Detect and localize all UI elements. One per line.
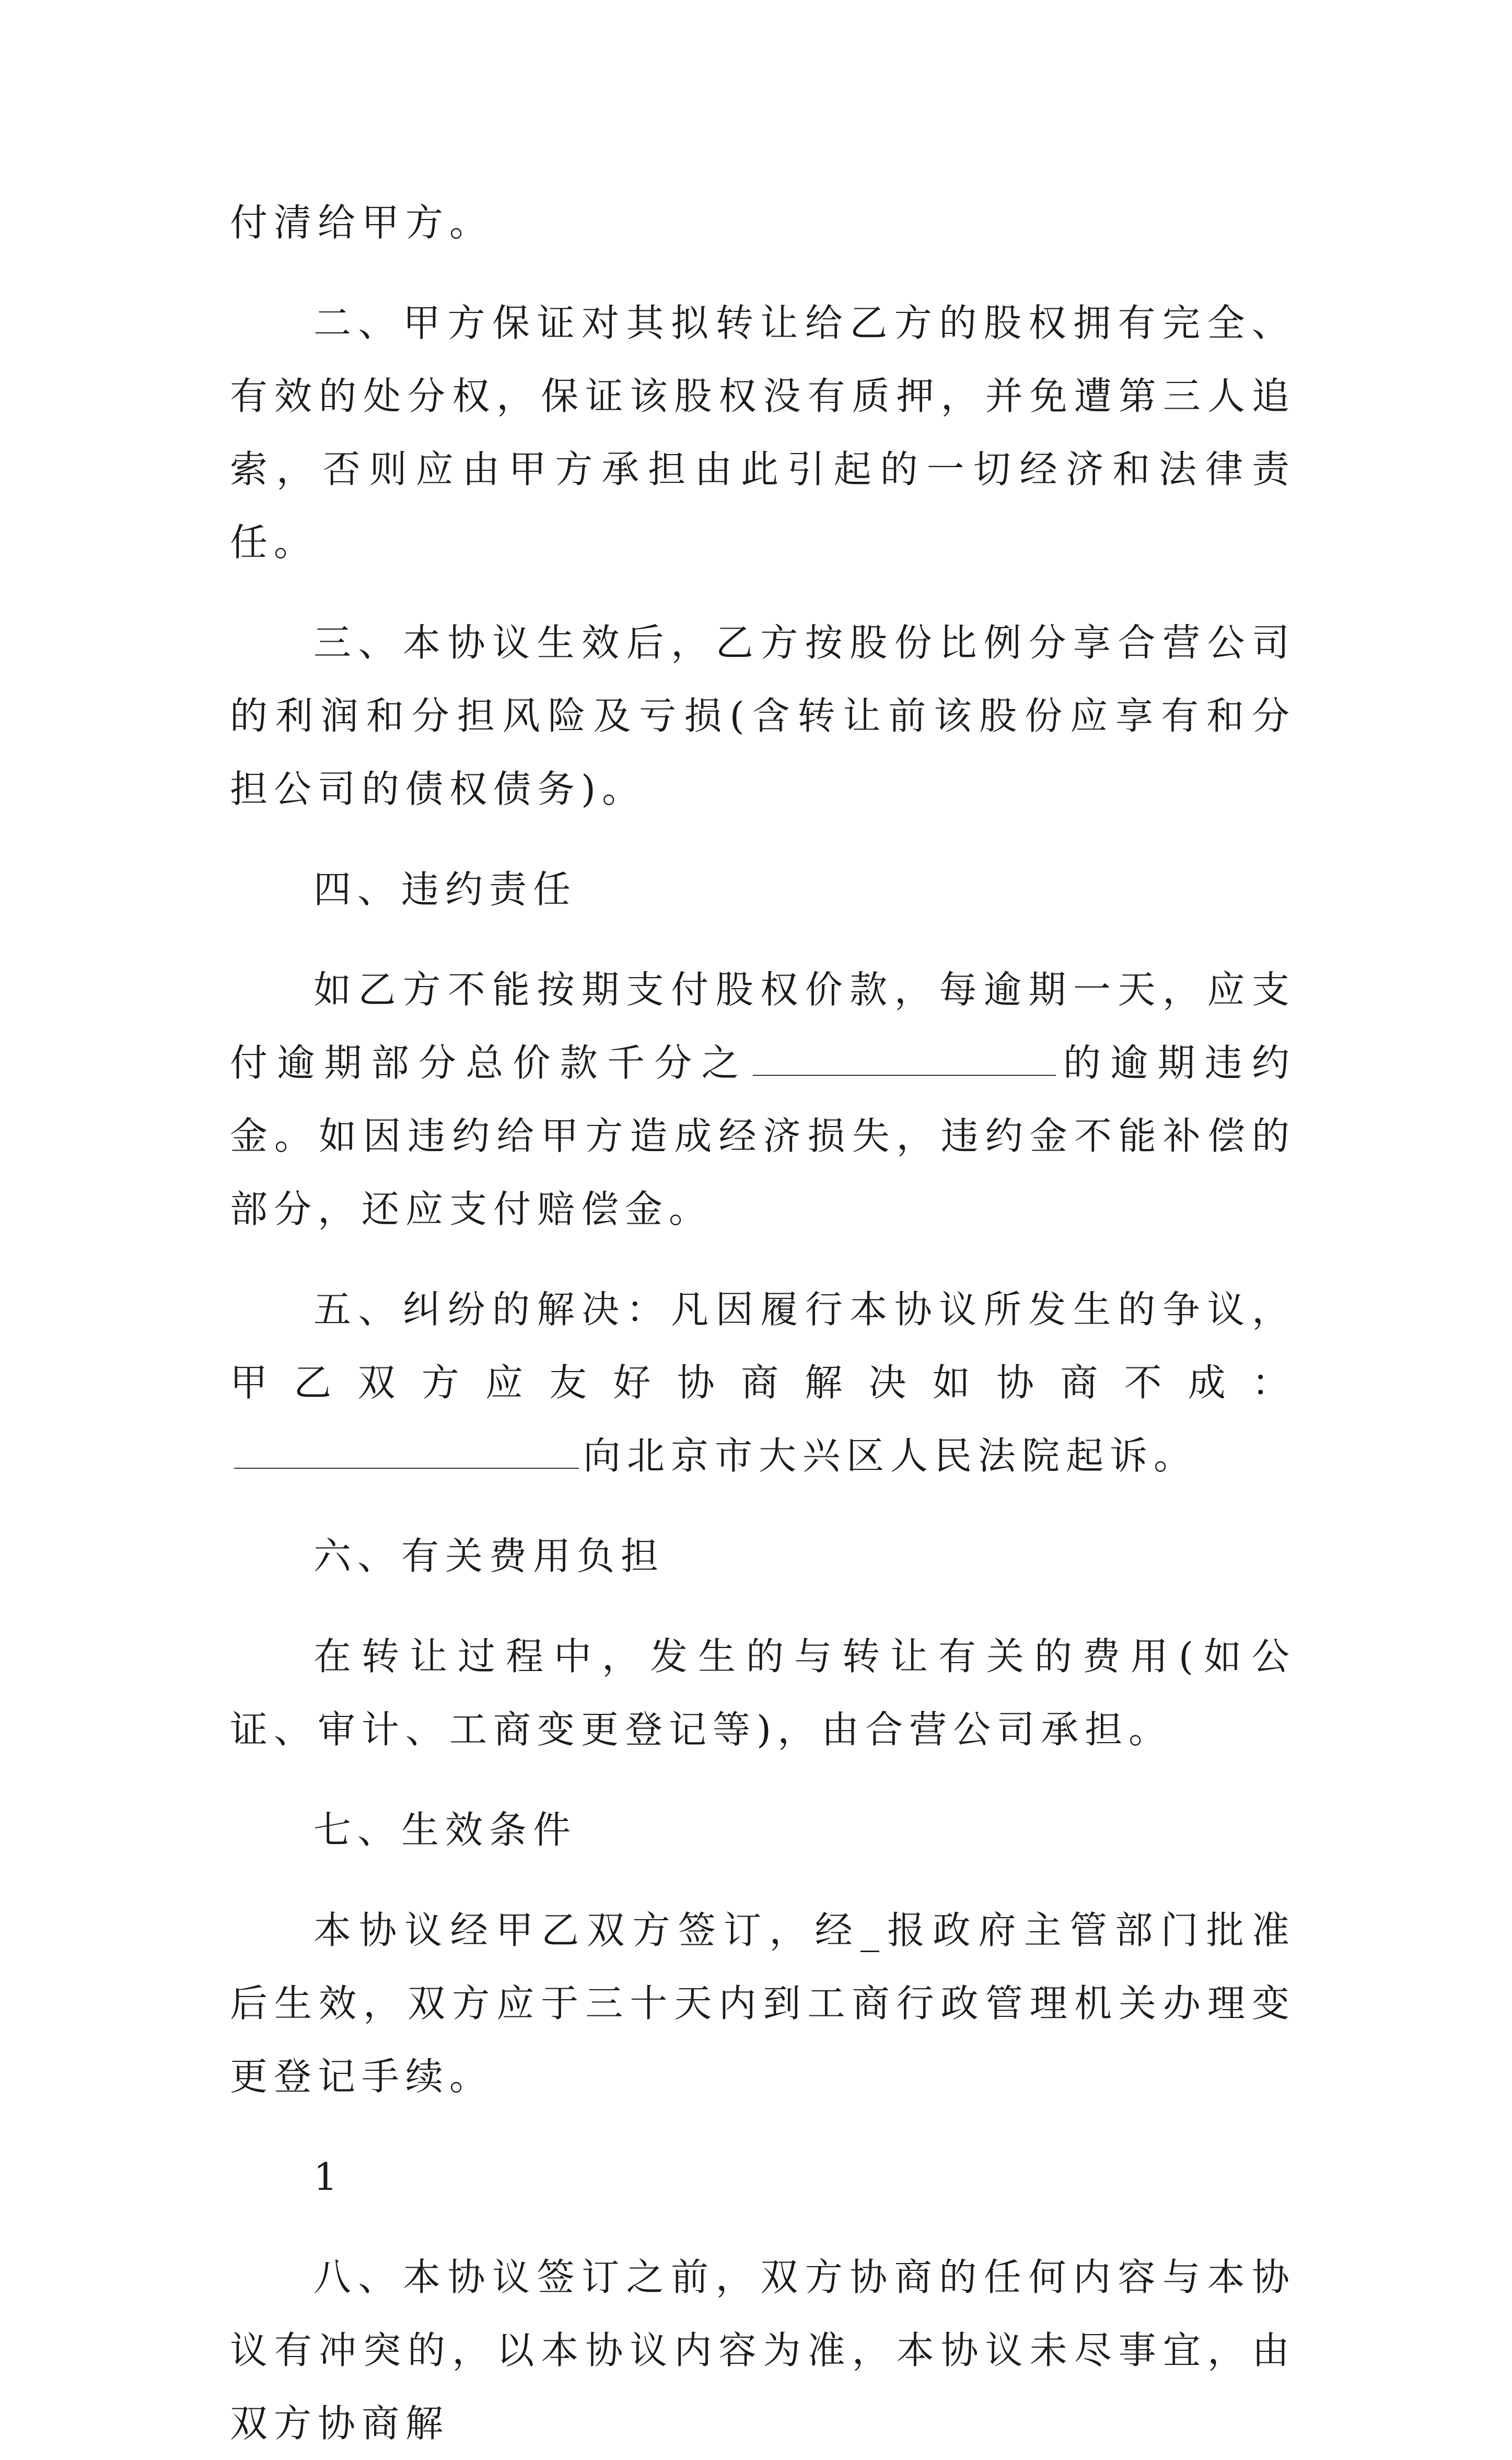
clause-eight: 八、本协议签订之前，双方协商的任何内容与本协议有冲突的，以本协议内容为准，本协议未尽事宜，由双方协商解 (230, 2255, 1296, 2445)
fees-paragraph: 在转让过程中，发生的与转让有关的费用(如公证、审计、工商变更登记等)，由合营公司承担。 (230, 1634, 1296, 1751)
document-body (230, 186, 1296, 2460)
dispute-method-blank[interactable] (234, 1431, 579, 1469)
breach-text-start: 如乙方不能按期支付股权价款，每逾期一天，应支付逾期部分总价款千分之 (230, 968, 1296, 1085)
heading-breach-liability: 四、违约责任 (313, 867, 577, 911)
clause-three: 三、本协议生效后，乙方按股份比例分享合营公司的利润和分担风险及亏损(含转让前该股份应享有和分担公司的债权债务)。 (230, 621, 1296, 811)
breach-text-end: 的逾期违约金。如因违约给甲方造成经济损失，违约金不能补偿的部分，还应支付赔偿金。 (230, 1041, 1296, 1231)
clause-two: 二、甲方保证对其拟转让给乙方的股权拥有完全、有效的处分权，保证该股权没有质押，并免遭第三人追索，否则应由甲方承担由此引起的一切经济和法律责任。 (230, 301, 1296, 564)
paragraph-continuation: 付清给甲方。 (230, 201, 494, 245)
heading-effective-conditions: 七、生效条件 (313, 1808, 577, 1852)
dispute-paragraph (230, 1273, 1296, 1492)
breach-paragraph (230, 953, 1296, 1246)
effective-paragraph: 本协议经甲乙双方签订，经_报政府主管部门批准后生效，双方应于三十天内到工商行政管理机关办理变更登记手续。 (230, 1908, 1296, 2098)
dispute-text-start: 五、纠纷的解决：凡因履行本协议所发生的争议，甲乙双方应友好协商解决如协商不成： (230, 1287, 1296, 1405)
heading-fees: 六、有关费用负担 (313, 1534, 665, 1578)
penalty-rate-blank[interactable] (753, 1038, 1056, 1076)
dispute-text-end: 向北京市大兴区人民法院起诉。 (583, 1434, 1198, 1478)
page-number: 1 (313, 2155, 344, 2199)
